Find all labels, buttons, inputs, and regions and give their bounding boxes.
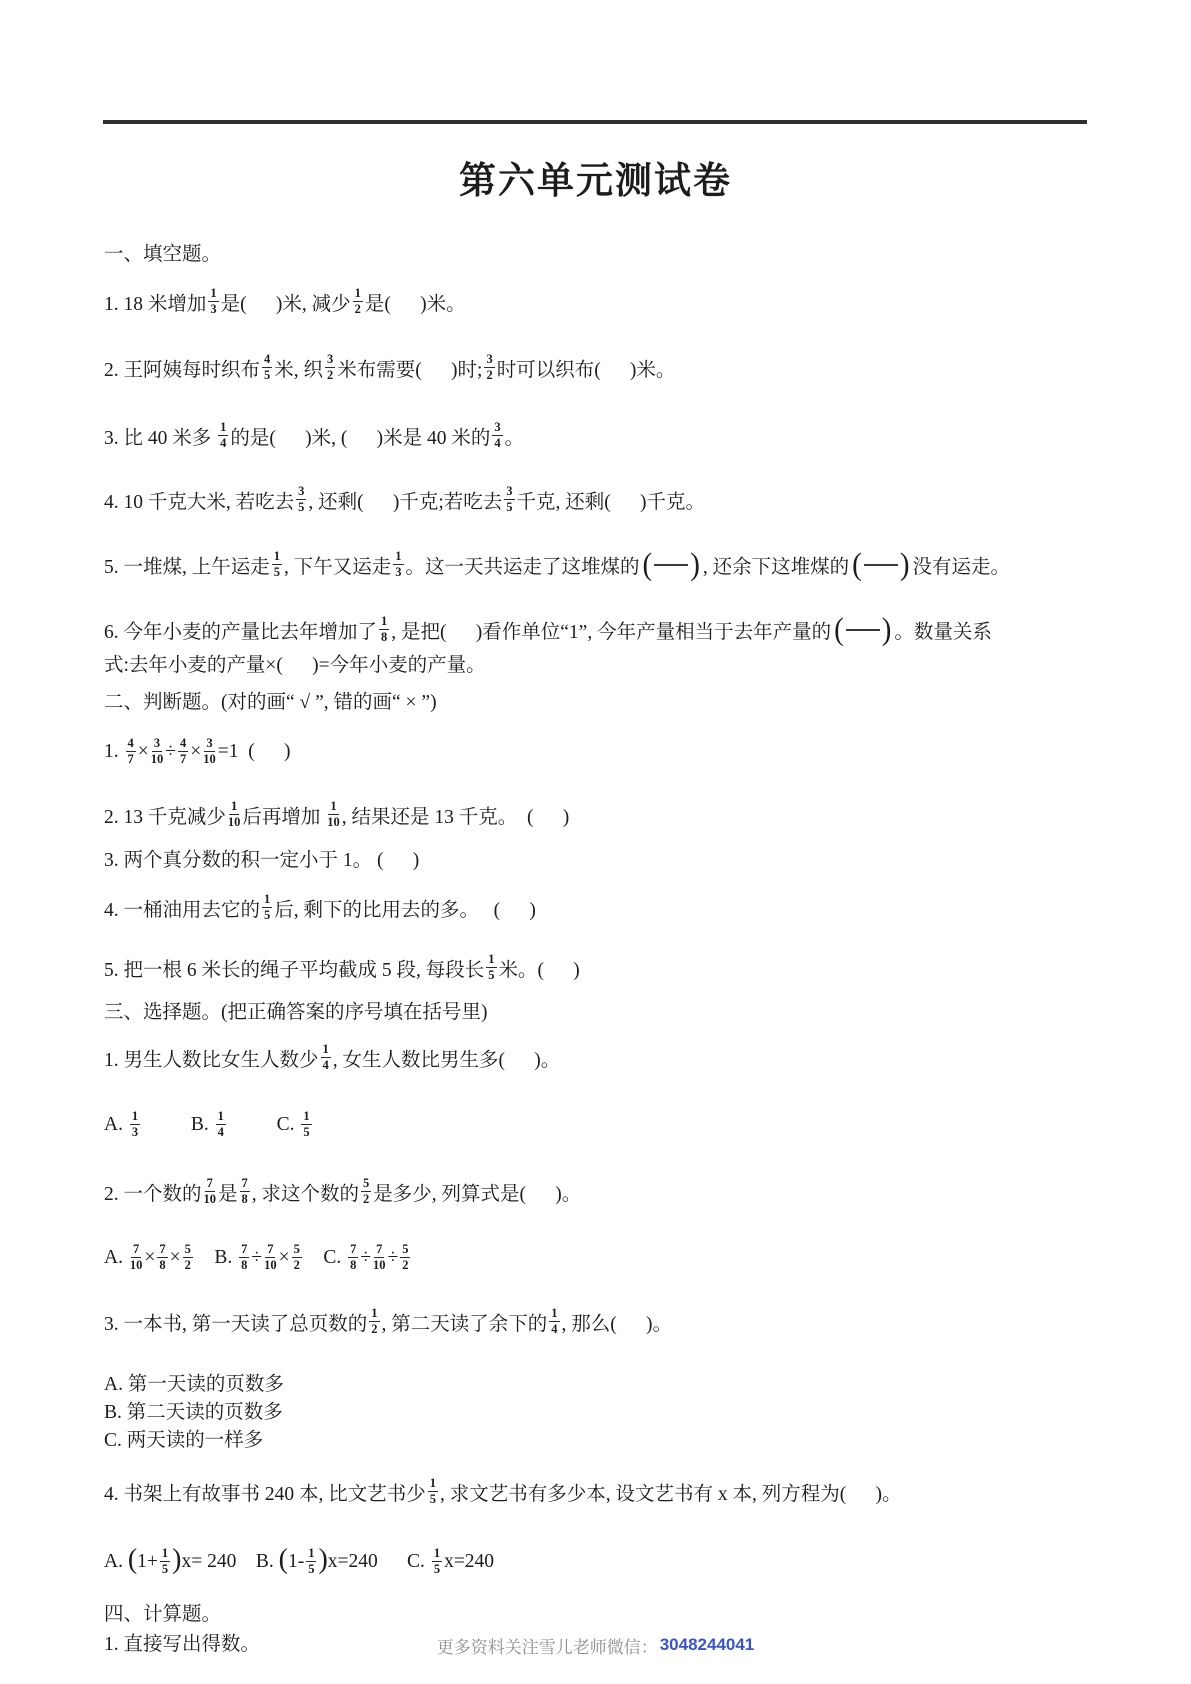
fraction-numerator: 7: [376, 1242, 383, 1256]
fraction-numerator: 1: [131, 1109, 139, 1123]
fraction-numerator: 3: [494, 420, 501, 434]
text-run: 4. 书架上有故事书 240 本, 比文艺书少: [104, 1484, 426, 1505]
text-run: 的是( )米, ( )米是 40 米的: [230, 428, 491, 449]
fraction-denominator: 8: [241, 1191, 248, 1206]
text-run: 三、选择题。(把正确答案的序号填在括号里): [104, 1002, 488, 1023]
text-run: , 还余下这堆煤的: [702, 557, 850, 578]
fraction: [218, 421, 228, 449]
fraction-numerator: 1: [308, 1546, 315, 1560]
text-run: , 那么( )。: [561, 1314, 673, 1335]
fraction-numerator: 1: [273, 549, 281, 563]
open-paren: (: [834, 612, 844, 647]
fraction-denominator: 4: [220, 435, 227, 450]
fraction-numerator: 3: [206, 736, 213, 750]
fraction-denominator: 10: [327, 814, 340, 829]
text-run: 米。( ): [498, 960, 580, 981]
text-run: , 还剩( )千克;若吃去: [308, 492, 503, 513]
text-run: A.: [104, 1114, 128, 1135]
fraction: [264, 1243, 277, 1271]
fraction: [160, 1547, 170, 1575]
fraction: [301, 1110, 311, 1138]
fraction-numerator: 7: [132, 1242, 140, 1256]
fraction-denominator: 3: [210, 301, 217, 316]
fraction-numerator: 7: [350, 1242, 357, 1256]
text-run: B. 第二天读的页数多: [104, 1402, 283, 1423]
text-run: x=240 C.: [327, 1551, 430, 1572]
fraction: [130, 1243, 143, 1271]
text-run: =1 ( ): [217, 741, 291, 762]
fraction-numerator: 3: [153, 736, 161, 750]
text-run: ×: [190, 741, 202, 762]
fraction-numerator: 1: [330, 799, 337, 813]
text-run: 后再增加: [242, 807, 326, 828]
text-run: 3. 一本书, 第一天读了总页数的: [104, 1314, 368, 1335]
fraction-numerator: 1: [210, 286, 217, 300]
fraction-denominator: 8: [381, 629, 388, 644]
text-run: 后, 剩下的比用去的多。 ( ): [274, 900, 536, 921]
text-run: 一、填空题。: [104, 244, 222, 265]
fraction-numerator: 1: [231, 799, 238, 813]
fraction-numerator: 1: [381, 614, 388, 628]
fraction-denominator: 2: [354, 301, 361, 316]
text-run: A. 第一天读的页数多: [104, 1374, 284, 1395]
text-run: , 求文艺书有多少本, 设文艺书有 x 本, 列方程为( )。: [440, 1484, 902, 1505]
choice-q3-option-c: [104, 1416, 263, 1460]
fraction-numerator: 1: [220, 420, 227, 434]
fraction-denominator: 4: [494, 435, 501, 450]
fraction: [239, 1243, 249, 1271]
fraction-denominator: 7: [179, 751, 187, 766]
text-run: 是多少, 列算式是( )。: [373, 1184, 582, 1205]
fraction: [296, 485, 306, 513]
text-run: 2. 王阿姨每时织布: [104, 360, 261, 381]
fraction-numerator: 1: [395, 549, 402, 563]
fraction: [486, 953, 496, 981]
section-2-heading: [104, 678, 437, 722]
fraction-numerator: 7: [241, 1176, 248, 1190]
open-paren: (: [642, 547, 653, 582]
text-run: C.: [303, 1247, 347, 1268]
text-run: 3. 比 40 米多: [104, 428, 217, 449]
text-run: , 女生人数比男生多( )。: [332, 1050, 561, 1071]
fraction-denominator: 2: [184, 1257, 191, 1272]
fraction-numerator: 1: [217, 1109, 224, 1123]
fraction: [228, 800, 241, 828]
fraction: [361, 1177, 371, 1205]
text-run: , 求这个数的: [251, 1184, 360, 1205]
fill-q3: [104, 414, 524, 458]
text-run: 1-: [287, 1551, 305, 1572]
footer-label: 更多资料关注雪儿老师微信：: [436, 1637, 658, 1657]
fraction-numerator: 7: [159, 1242, 166, 1256]
text-run: B.: [142, 1114, 214, 1135]
fraction: [549, 1307, 559, 1335]
fraction: [272, 550, 282, 578]
fraction-denominator: 3: [395, 564, 402, 579]
fraction-numerator: 3: [486, 352, 493, 366]
judge-q4: [104, 886, 536, 930]
fraction-numerator: 1: [303, 1109, 310, 1123]
text-run: B.: [194, 1247, 238, 1268]
fraction-blank-bar: [846, 629, 880, 632]
fraction: [262, 353, 272, 381]
fraction-denominator: 10: [150, 751, 164, 766]
choice-q1: [104, 1036, 560, 1080]
fraction: [353, 287, 363, 315]
choice-q2-options: [104, 1236, 412, 1280]
text-run: 是: [218, 1184, 238, 1205]
fraction-denominator: 10: [203, 751, 216, 766]
choice-q3: [104, 1300, 672, 1344]
text-run: , 第二天读了余下的: [381, 1314, 548, 1335]
text-run: ÷: [387, 1247, 399, 1268]
fraction-numerator: 5: [184, 1242, 191, 1256]
fraction-denominator: 8: [159, 1257, 166, 1272]
judge-q2: [104, 793, 569, 837]
fraction-numerator: 3: [298, 484, 305, 498]
close-paren: ): [690, 547, 700, 582]
text-run: 四、计算题。: [104, 1604, 222, 1625]
text-run: C. 两天读的一样多: [104, 1430, 264, 1451]
fraction: [327, 800, 340, 828]
judge-q1: [104, 730, 290, 774]
text-run: C.: [227, 1114, 300, 1135]
fraction: [203, 737, 216, 765]
big-paren: (: [127, 1544, 138, 1575]
fraction-numerator: 5: [293, 1242, 300, 1256]
fraction: [216, 1110, 226, 1138]
text-run: 2. 13 千克减少: [104, 807, 226, 828]
text-run: A.: [104, 1551, 128, 1572]
fraction: [492, 421, 502, 449]
text-run: 米布需要( )时;: [337, 360, 483, 381]
fraction-numerator: 1: [354, 286, 361, 300]
fraction-denominator: 5: [429, 1491, 437, 1506]
big-paren: ): [318, 1544, 328, 1575]
fraction-denominator: 5: [488, 967, 495, 982]
text-run: 1+: [137, 1551, 158, 1572]
fraction: [157, 1243, 167, 1271]
fraction-numerator: 1: [371, 1306, 378, 1320]
fraction-denominator: 5: [264, 367, 271, 382]
text-run: ×: [137, 741, 149, 762]
fraction-denominator: 2: [293, 1257, 300, 1272]
text-run: 是( )米, 减少: [220, 294, 351, 315]
footer: [0, 1623, 1191, 1667]
fraction-numerator: 5: [402, 1242, 409, 1256]
fraction: [393, 550, 403, 578]
text-run: 1. 男生人数比女生人数少: [104, 1050, 319, 1071]
fraction-denominator: 4: [322, 1057, 329, 1072]
fraction-numerator: 3: [506, 484, 513, 498]
fraction: [306, 1547, 316, 1575]
text-run: 是( )米。: [364, 294, 466, 315]
fraction-denominator: 2: [486, 367, 493, 382]
fill-q2: [104, 346, 675, 390]
choice-q2: [104, 1170, 581, 1214]
text-run: 1.: [104, 741, 124, 762]
fraction-blank: [642, 547, 700, 582]
text-run: 1. 18 米增加: [104, 294, 207, 315]
fraction-denominator: 5: [161, 1561, 169, 1576]
fraction: [130, 1110, 140, 1138]
text-run: 式:去年小麦的产量×( )=今年小麦的产量。: [104, 655, 486, 676]
fraction: [379, 615, 389, 643]
fraction: [292, 1243, 302, 1271]
fraction-denominator: 2: [371, 1321, 378, 1336]
fraction: [369, 1307, 379, 1335]
fraction-denominator: 5: [303, 1124, 310, 1139]
fraction-numerator: 1: [322, 1042, 329, 1056]
footer-wechat-number: 3048244041: [659, 1635, 755, 1654]
fraction: [240, 1177, 250, 1205]
text-run: x=240: [444, 1551, 495, 1572]
choice-q4: [104, 1470, 902, 1514]
fraction-blank: [852, 547, 910, 582]
section-1-heading: [104, 230, 221, 274]
text-run: x= 240 B.: [181, 1551, 279, 1572]
fraction-denominator: 5: [506, 499, 513, 514]
fraction-denominator: 10: [203, 1191, 217, 1206]
fraction: [204, 1177, 217, 1205]
text-run: 5. 一堆煤, 上午运走: [104, 557, 270, 578]
text-run: 二、判断题。(对的画“ √ ”, 错的画“ × ”): [104, 692, 437, 713]
text-run: 。: [504, 428, 525, 449]
fraction-denominator: 10: [227, 814, 241, 829]
fraction-numerator: 1: [433, 1546, 441, 1560]
text-run: 。数量关系: [894, 622, 992, 643]
fraction-denominator: 5: [308, 1561, 315, 1576]
fraction-numerator: 3: [327, 352, 334, 366]
fraction-denominator: 4: [217, 1124, 224, 1139]
fraction-denominator: 10: [264, 1257, 277, 1272]
fraction-denominator: 5: [433, 1561, 441, 1576]
fraction: [325, 353, 335, 381]
fraction: [428, 1477, 438, 1505]
fraction-denominator: 5: [298, 499, 305, 514]
choice-q4-options: [104, 1540, 494, 1584]
fraction: [208, 287, 218, 315]
fraction: [178, 737, 188, 765]
fraction-denominator: 8: [241, 1257, 248, 1272]
fraction-denominator: 5: [273, 564, 281, 579]
fraction-numerator: 1: [264, 892, 271, 906]
fill-q1: [104, 280, 466, 324]
text-run: 4. 10 千克大米, 若吃去: [104, 492, 295, 513]
text-run: 时可以织布( )米。: [496, 360, 676, 381]
text-run: ×: [169, 1247, 181, 1268]
fill-q5: [104, 543, 1010, 587]
text-run: ÷: [251, 1247, 263, 1268]
text-run: , 结果还是 13 千克。 ( ): [341, 807, 570, 828]
fraction-numerator: 4: [264, 352, 271, 366]
fraction-numerator: 1: [161, 1546, 169, 1560]
fraction-numerator: 1: [429, 1476, 437, 1490]
page-title: 第六单元测试卷: [459, 160, 732, 202]
text-run: 没有运走。: [912, 557, 1011, 578]
choice-q1-options: [104, 1103, 314, 1147]
judge-q5: [104, 946, 580, 990]
text-run: ×: [278, 1247, 290, 1268]
text-run: 3. 两个真分数的积一定小于 1。 ( ): [104, 850, 420, 871]
big-paren: ): [172, 1544, 182, 1575]
fraction-denominator: 10: [373, 1257, 386, 1272]
fraction: [183, 1243, 193, 1271]
fraction: [348, 1243, 358, 1271]
fraction-numerator: 7: [241, 1242, 248, 1256]
fraction-numerator: 1: [488, 952, 495, 966]
text-run: A.: [104, 1247, 128, 1268]
fraction-numerator: 7: [206, 1176, 213, 1190]
fraction: [373, 1243, 386, 1271]
text-run: 5. 把一根 6 米长的绳子平均截成 5 段, 每段长: [104, 960, 485, 981]
text-run: 6. 今年小麦的产量比去年增加了: [104, 622, 378, 643]
text-run: 。这一天共运走了这堆煤的: [405, 557, 640, 578]
fraction-denominator: 4: [551, 1321, 558, 1336]
fraction-numerator: 4: [179, 736, 187, 750]
fraction: [484, 353, 494, 381]
fraction-numerator: 7: [267, 1242, 274, 1256]
fraction-numerator: 5: [363, 1176, 370, 1190]
fraction-numerator: 1: [551, 1306, 558, 1320]
fraction: [262, 893, 272, 921]
fraction: [504, 485, 514, 513]
fraction: [321, 1043, 331, 1071]
text-run: 米, 织: [274, 360, 324, 381]
fraction-denominator: 2: [402, 1257, 409, 1272]
close-paren: ): [899, 547, 910, 582]
text-run: , 下午又运走: [284, 557, 392, 578]
fraction: [400, 1243, 410, 1271]
text-run: 2. 一个数的: [104, 1184, 202, 1205]
big-paren: (: [278, 1544, 288, 1575]
text-run: , 是把( )看作单位“1”, 今年产量相当于去年产量的: [391, 622, 832, 643]
text-run: ÷: [360, 1247, 372, 1268]
section-3-heading: [104, 988, 488, 1032]
fraction-denominator: 5: [264, 907, 271, 922]
fill-q4: [104, 478, 705, 522]
fraction-numerator: 4: [127, 736, 134, 750]
judge-q3: [104, 836, 419, 880]
fraction-denominator: 3: [131, 1124, 139, 1139]
fraction-denominator: 10: [129, 1257, 143, 1272]
fraction: [151, 737, 164, 765]
fraction-blank: [834, 612, 892, 647]
fraction: [126, 737, 136, 765]
header-rule: [103, 120, 1087, 124]
text-run: 4. 一桶油用去它的: [104, 900, 261, 921]
text-run: ÷: [165, 741, 176, 762]
fraction-denominator: 7: [127, 751, 134, 766]
text-run: 千克, 还剩( )千克。: [516, 492, 706, 513]
close-paren: ): [881, 612, 892, 647]
fraction-denominator: 2: [327, 367, 334, 382]
fraction-denominator: 8: [350, 1257, 357, 1272]
text-run: 1. 直接写出得数。: [104, 1634, 261, 1655]
fraction-blank-bar: [654, 564, 688, 567]
open-paren: (: [852, 547, 862, 582]
fraction: [432, 1547, 442, 1575]
fraction-denominator: 2: [363, 1191, 370, 1206]
text-run: ×: [144, 1247, 156, 1268]
fraction-blank-bar: [864, 564, 898, 567]
